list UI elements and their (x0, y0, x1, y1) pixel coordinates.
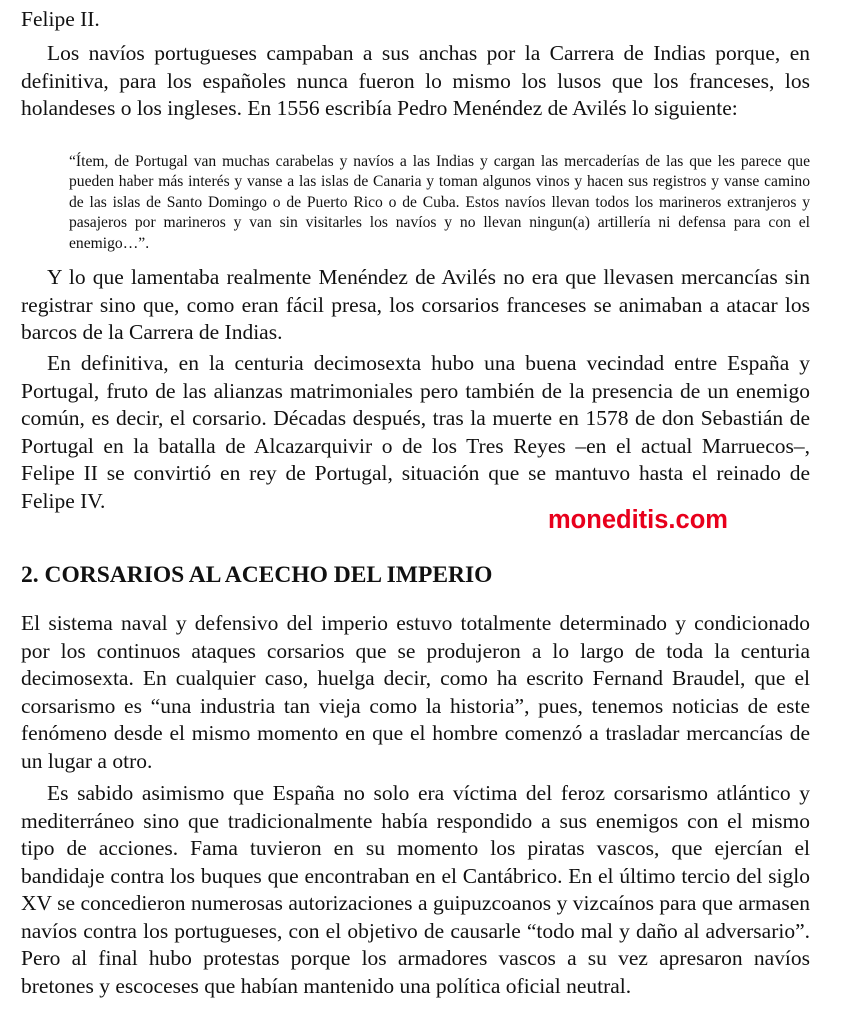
paragraph-basque-privateers: Es sabido asimismo que España no solo era víctima del feroz corsarismo atlántico y mediterráneo sino que tradicionalmente había respondido a sus enemigos con el mismo tipo de acciones. Fama tuvieron en su momento los piratas vascos, que ejercían el bandidaje contra los buques que encontraban en el Cantábrico. En el último tercio del siglo XV se concedieron numerosas autorizaciones a guipuzcoanos y vizcaínos para que armasen navíos contra los portugueses, con el objetivo de causarle “todo mal y daño al adversario”. Pero al final hubo protestas porque los armadores vascos a su vez apresaron navíos bretones y escoceses que habían mantenido una política oficial neutral. (21, 781, 810, 998)
paragraph-portuguese-ships: Los navíos portugueses campaban a sus anchas por la Carrera de Indias porque, en definitiva, para los españoles nunca fueron lo mismo los lusos que los franceses, los holandeses o los ingleses. En 1556 escribía Pedro Menéndez de Avilés lo siguiente: (21, 41, 810, 120)
paragraph-menendez-lament: Y lo que lamentaba realmente Menéndez de Avilés no era que llevasen mercancías sin registrar sino que, como eran fácil presa, los corsarios franceses se animaban a atacar los barcos de la Carrera de Indias. (21, 265, 810, 344)
watermark-text: moneditis.com (548, 506, 728, 534)
block-quote-menendez: “Ítem, de Portugal van muchas carabelas y navíos a las Indias y cargan las mercaderías de las que les parece que pueden haber más interés y vanse a las islas de Canaria y toman algunos vinos y hacen sus registros y vanse camino de las islas de Santo Domingo o de Puerto Rico o de Cuba. Estos navíos llevan todos los marineros extranjeros y pasajeros por marineros y van sin visitarles los navíos y no llevan ningun(a) artillería ni defensa para con el enemigo…”. (69, 153, 810, 252)
opening-line: Felipe II. (21, 7, 100, 31)
section-heading: 2. CORSARIOS AL ACECHO DEL IMPERIO (21, 562, 493, 588)
paragraph-naval-system: El sistema naval y defensivo del imperio estuvo totalmente determinado y condicionado por los continuos ataques corsarios que se produjeron a lo largo de toda la centuria decimosexta. En cualquier caso, huelga decir, como ha escrito Fernand Braudel, que el corsarismo es “una industria tan vieja como la historia”, pues, tenemos noticias de este fenómeno desde el mismo momento en que el hombre comenzó a trasladar mercancías de un lugar a otro. (21, 611, 810, 773)
paragraph-good-neighborhood: En definitiva, en la centuria decimosexta hubo una buena vecindad entre España y Portugal, fruto de las alianzas matrimoniales pero también de la presencia de un enemigo común, es decir, el corsario. Décadas después, tras la muerte en 1578 de don Sebastián de Portugal en la batalla de Alcazarquivir o de los Tres Reyes –en el actual Marruecos–, Felipe II se convirtió en rey de Portugal, situación que se mantuvo hasta el reinado de Felipe IV. (21, 351, 810, 513)
